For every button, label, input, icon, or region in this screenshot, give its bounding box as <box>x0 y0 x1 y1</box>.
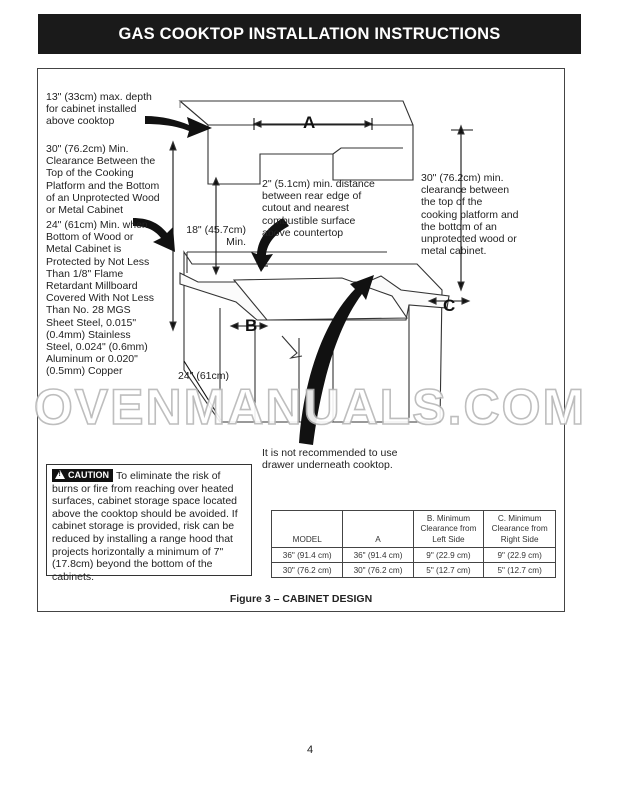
clearance-table <box>271 510 556 578</box>
dimension-a-label: A <box>303 113 316 132</box>
page-header <box>38 14 581 54</box>
table-cell: 5" (12.7 cm) <box>413 563 484 578</box>
table-cell: 9" (22.9 cm) <box>413 548 484 563</box>
table-header: A <box>343 511 413 548</box>
table-row <box>272 548 556 563</box>
table-cell: 36" (91.4 cm) <box>272 548 343 563</box>
page-title: GAS COOKTOP INSTALLATION INSTRUCTIONS <box>118 24 501 43</box>
table-row <box>272 563 556 578</box>
page-number: 4 <box>306 744 314 756</box>
warning-triangle-icon: ! <box>55 470 65 479</box>
caution-text: To eliminate the risk of burns or fire from reaching over heated surfaces, cabinet storage space located above the cooktop should be avoided. If cabinet storage is provided, risk can be reduced by installing a range hood that projects horizontally a minimum of 7" (17.8cm) beyond the bottom of the cabinets. <box>52 470 238 583</box>
table-cell: 30" (76.2 cm) <box>343 563 413 578</box>
label-clearance-30-left: 30" (76.2cm) Min. Clearance Between the Top of the Cooking Platform and the Bottom of an Unprotected Wood or Metal Cabinet <box>46 143 160 217</box>
label-clearance-30-right: 30" (76.2cm) min. clearance between the top of the cooking platform and the bottom of an unprotected wood or metal cabinet. <box>421 172 519 258</box>
table-header: C. Minimum Clearance from Right Side <box>484 511 556 548</box>
table-header: MODEL <box>272 511 343 548</box>
table-cell: 5" (12.7 cm) <box>484 563 556 578</box>
label-24-depth: 24" (61cm) <box>178 370 229 382</box>
upper-cabinet <box>180 101 413 184</box>
table-cell: 36" (91.4 cm) <box>343 548 413 563</box>
label-drawer-note: It is not recommended to use drawer underneath cooktop. <box>262 447 398 472</box>
dimension-c-label: C <box>443 296 456 315</box>
dimension-b-label: B <box>245 316 258 335</box>
figure-caption: Figure 3 – CABINET DESIGN <box>229 593 373 605</box>
table-header: B. Minimum Clearance from Left Side <box>413 511 484 548</box>
label-max-depth: 13" (33cm) max. depth for cabinet installed above cooktop <box>46 91 152 128</box>
label-clearance-24: 24" (61cm) Min. when Bottom of Wood or Metal Cabinet is Protected by Not Less Than 1/8" Flame Retardant Millboard Covered With Not Less Than No. 28 MGS Sheet Steel, 0.015" (0.4mm) Stainless Steel, 0.024" (0.6mm) Aluminum or 0.020" (0.5mm) Copper <box>46 219 154 378</box>
watermark: OVENMANUALS.COM <box>33 379 587 435</box>
table-cell: 9" (22.9 cm) <box>484 548 556 563</box>
caution-box <box>46 464 252 583</box>
table-cell: 30" (76.2 cm) <box>272 563 343 578</box>
label-2-min: 2" (5.1cm) min. distance between rear edge of cutout and nearest combustible surface above countertop <box>262 178 375 239</box>
caution-badge: ! CAUTION <box>52 469 113 482</box>
label-18-min: 18" (45.7cm) Min. <box>186 224 246 249</box>
table-header-row <box>272 511 556 548</box>
